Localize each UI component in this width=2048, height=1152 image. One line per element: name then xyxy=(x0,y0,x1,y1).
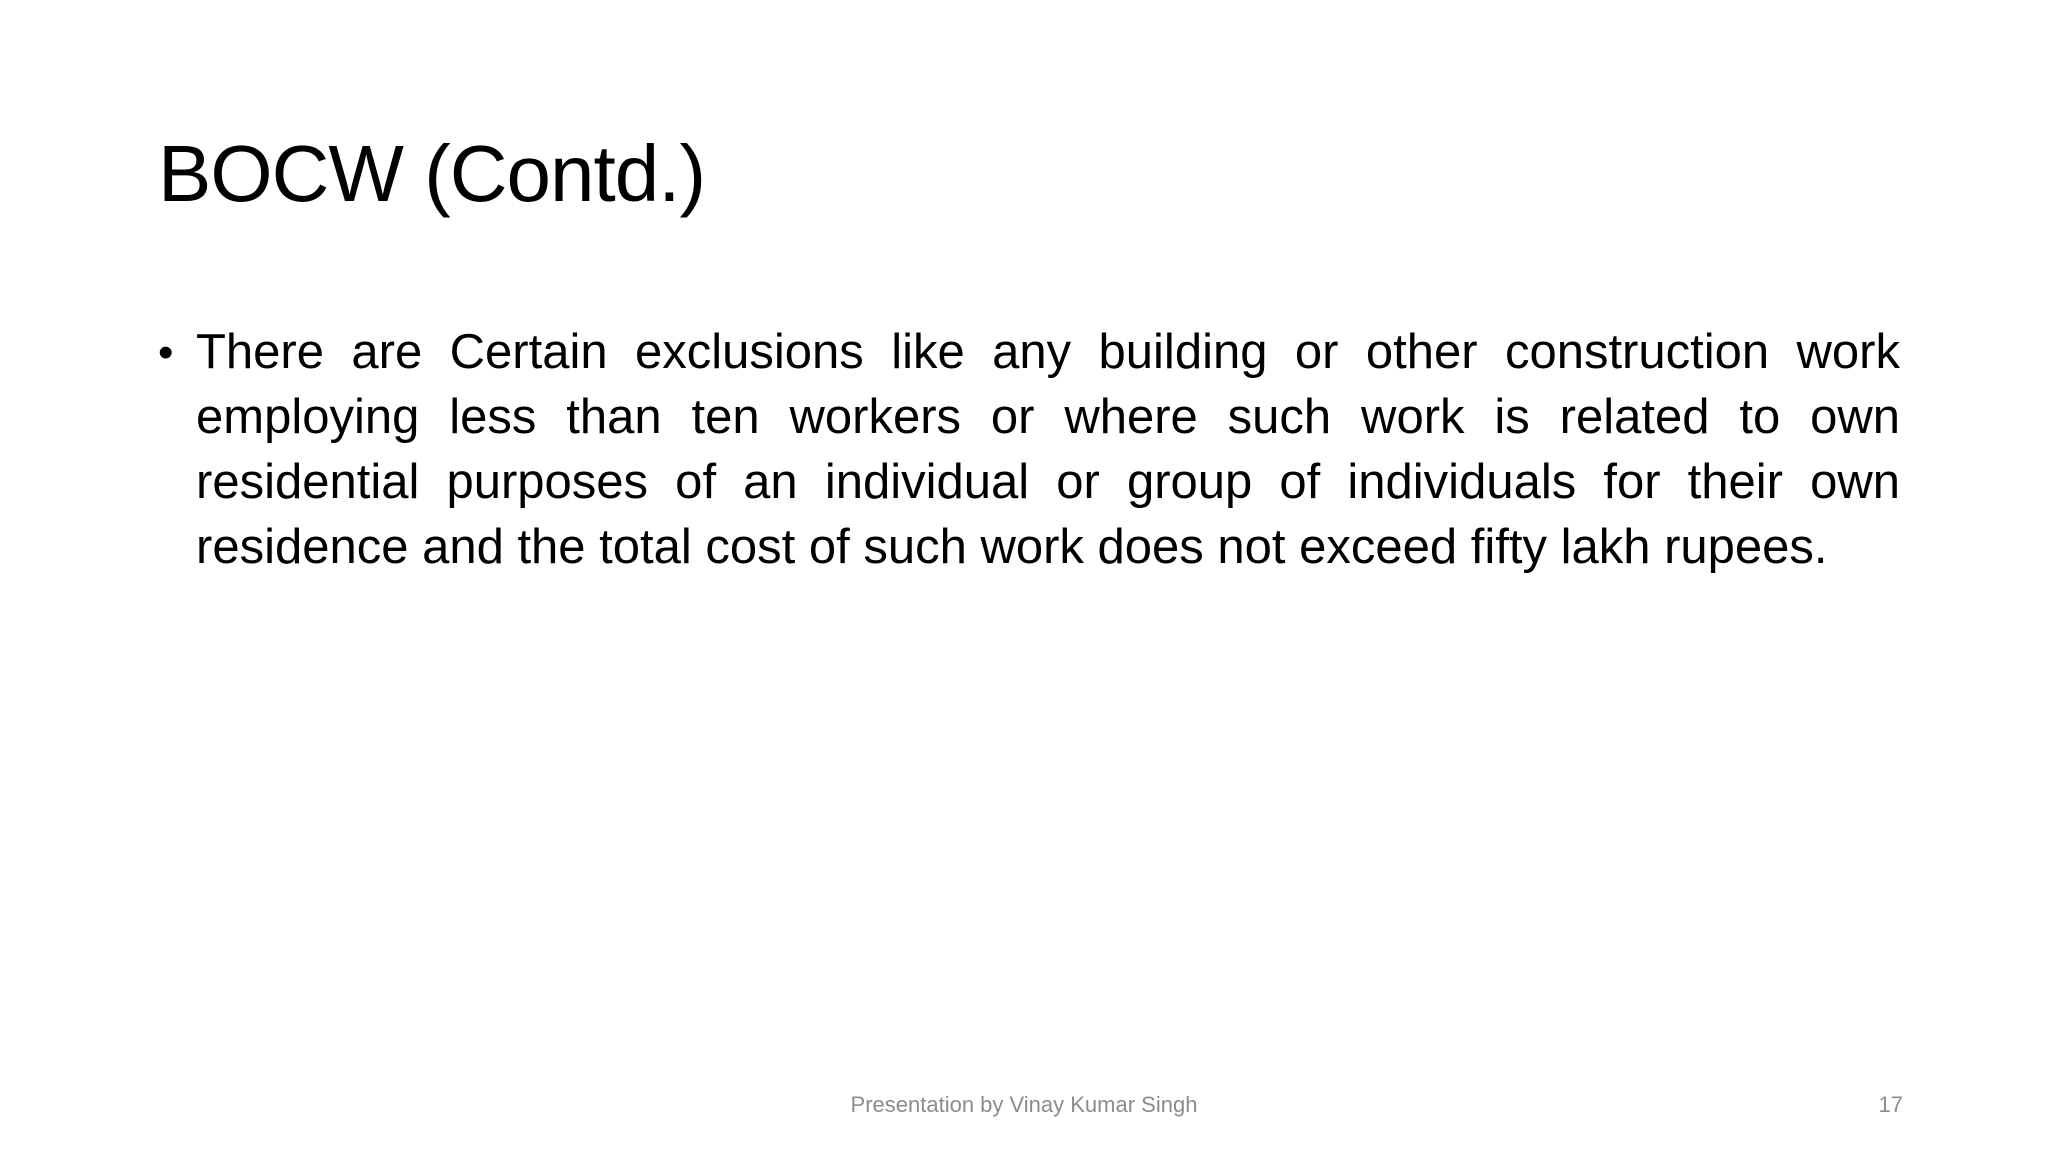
bullet-text: There are Certain exclusions like any building or other construction work employing less than ten workers or where such work is related to own residential purposes of an individual or group of individuals for their own residence and the total cost of such work does not exceed fifty lakh rupees. xyxy=(196,325,1900,574)
slide-number: 17 xyxy=(1878,1092,1903,1117)
slide-footer xyxy=(0,1090,2048,1120)
bullet-marker: • xyxy=(158,328,174,377)
slide-title: BOCW (Contd.) xyxy=(158,129,706,218)
slide-body xyxy=(158,320,1900,580)
bullet-item xyxy=(158,320,1900,580)
footer-text: Presentation by Vinay Kumar Singh xyxy=(850,1092,1198,1117)
